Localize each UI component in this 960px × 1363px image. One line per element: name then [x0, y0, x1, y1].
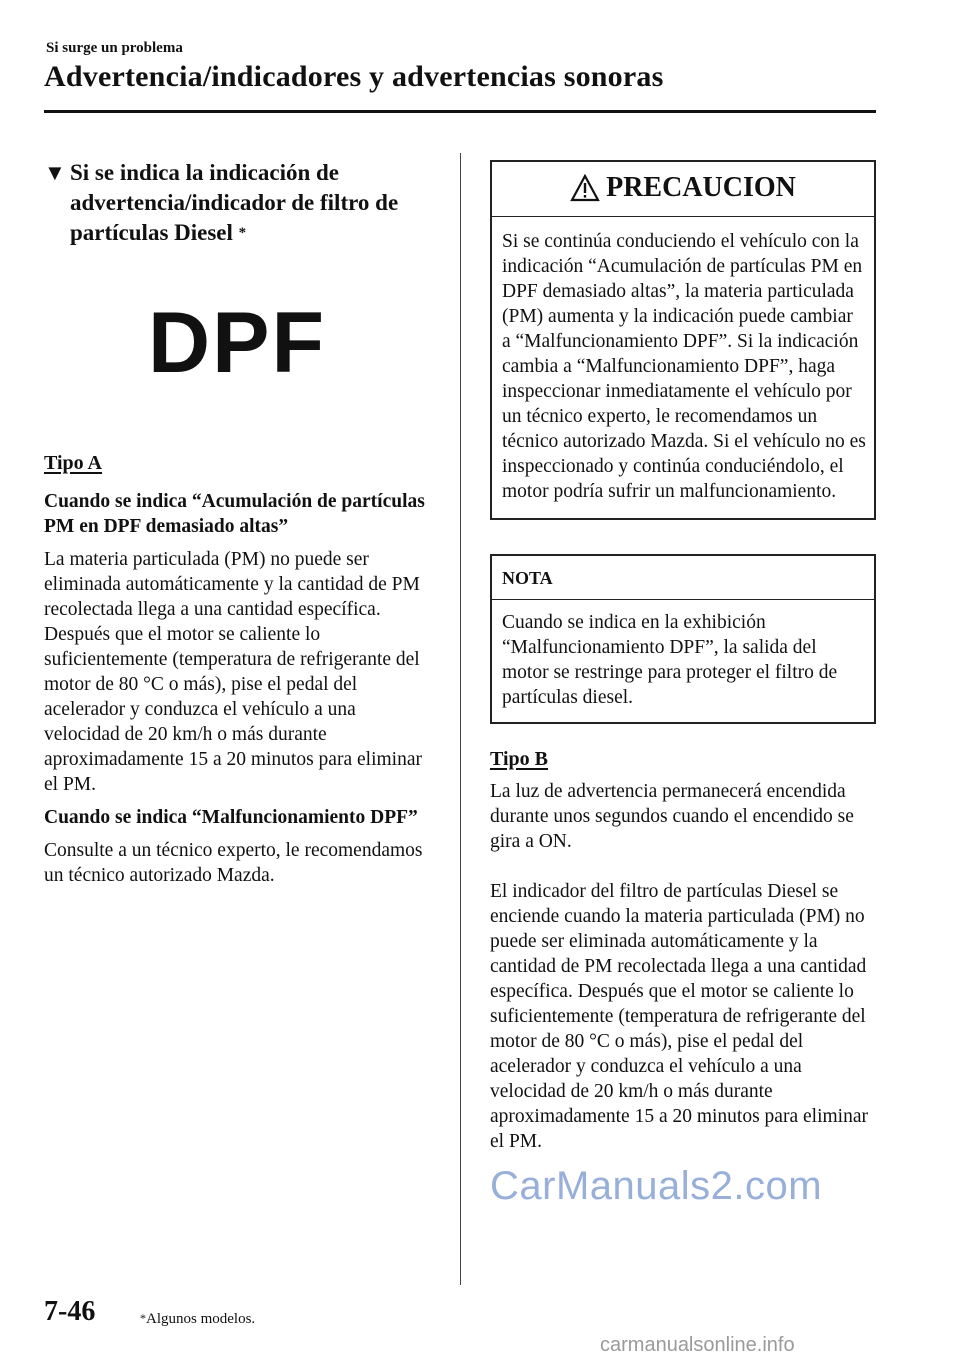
- section-asterisk: *: [238, 225, 247, 241]
- caution-title: PRECAUCION: [606, 172, 796, 203]
- section-heading: [44, 158, 434, 248]
- column-divider: [460, 153, 461, 1285]
- footnote-text: Algunos modelos.: [146, 1311, 256, 1327]
- tipo-a-subheading-2: Cuando se indica “Malfuncionamiento DPF”: [44, 807, 418, 828]
- tipo-a-paragraph-3: Consulte a un técnico experto, le recomendamos un técnico autorizado Mazda.: [44, 840, 423, 886]
- warning-triangle-icon: [570, 174, 600, 202]
- caution-box: [490, 160, 876, 520]
- triangle-down-icon: ▼: [44, 160, 66, 185]
- caution-header: [492, 162, 874, 217]
- page-number: 7-46: [44, 1296, 96, 1327]
- watermark-credit: carmanualsonline.info: [600, 1334, 795, 1356]
- caution-body: Si se continúa conduciendo el vehículo con la indicación “Acumulación de partículas PM en DPF demasiado altas”, la materia particulada (PM) aumenta y la indicación puede cambiar a “Malfuncionamiento DPF”. Si la indicación cambia a “Malfuncionamiento DPF”, haga inspeccionar inmediatamente el vehículo por un técnico experto, le recomendamos un técnico autorizado Mazda. Si el vehículo no es inspeccionado y continúa conduciéndolo, el motor podría sufrir un malfuncionamiento.: [502, 231, 866, 502]
- tipo-a-subheading-1: Cuando se indica “Acumulación de partículas PM en DPF demasiado altas”: [44, 491, 425, 537]
- nota-title: NOTA: [492, 556, 874, 600]
- nota-box: [490, 554, 876, 724]
- left-column: [44, 158, 434, 888]
- tipo-b-heading: Tipo B: [490, 748, 548, 770]
- tipo-a-paragraph-1: La materia particulada (PM) no puede ser eliminada automáticamente y la cantidad de PM recolectada llega a una cantidad específica.: [44, 549, 420, 620]
- tipo-a-heading: Tipo A: [44, 452, 102, 474]
- watermark-logo: CarManuals2.com: [490, 1164, 823, 1208]
- dpf-indicator-symbol: DPF: [148, 295, 326, 391]
- chapter-label: Si surge un problema: [46, 40, 183, 56]
- right-column: [490, 160, 876, 1154]
- tipo-b-paragraph-1: La luz de advertencia permanecerá encendida durante unos segundos cuando el encendido se gira a ON.: [490, 781, 854, 852]
- nota-body: Cuando se indica en la exhibición “Malfuncionamiento DPF”, la salida del motor se restringe para proteger el filtro de partículas diesel.: [502, 612, 838, 708]
- page-title: Advertencia/indicadores y advertencias sonoras: [44, 60, 664, 93]
- tipo-a-paragraph-2: Después que el motor se caliente lo suficientemente (temperatura de refrigerante del motor de 80 °C o más), pise el pedal del acelerador y conduzca el vehículo a una velocidad de 20 km/h o más durante aproximadamente 15 a 20 minutos para eliminar el PM.: [44, 624, 422, 795]
- footnote-asterisk: *: [140, 1311, 146, 1325]
- tipo-b-paragraph-2: El indicador del filtro de partículas Diesel se enciende cuando la materia particulada (PM) no puede ser eliminada automáticamente y la cantidad de PM recolectada llega a una cantidad específica. Después que el motor se caliente lo suficientemente (temperatura de refrigerante del motor de 80 °C o más), pise el pedal del acelerador y conduzca el vehículo a una velocidad de 20 km/h o más durante aproximadamente 15 a 20 minutos para eliminar el PM.: [490, 881, 868, 1152]
- footnote: [140, 1311, 255, 1328]
- section-heading-text: Si se indica la indicación de advertencia/indicador de filtro de partículas Diesel: [70, 160, 399, 245]
- header-rule: [44, 110, 876, 113]
